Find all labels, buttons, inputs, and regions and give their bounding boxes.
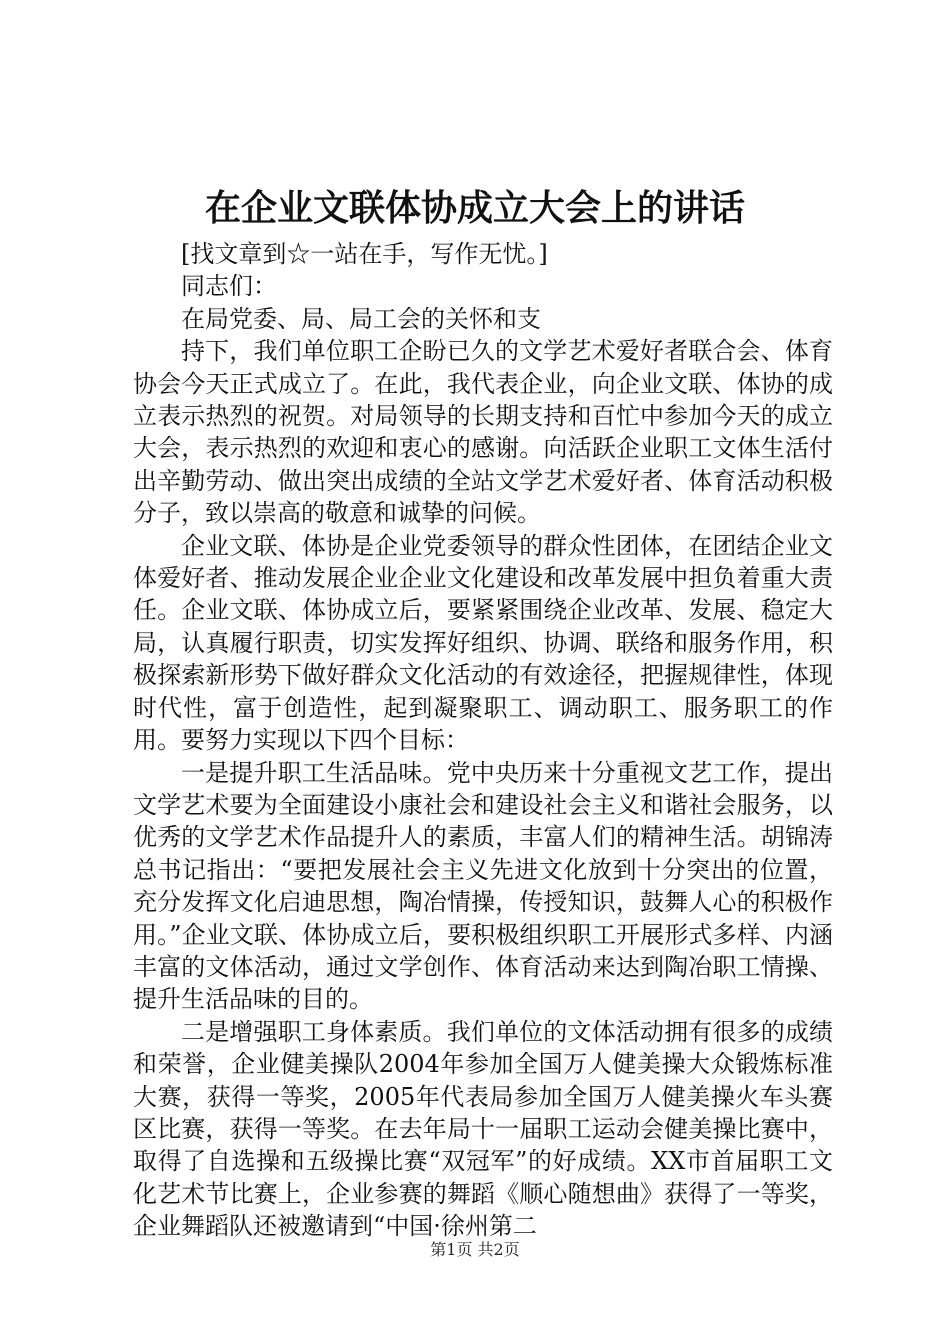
paragraph: 二是增强职工身体素质。我们单位的文体活动拥有很多的成绩和荣誉，企业健美操队2004年参加全国万人健美操大众锻炼标准大赛，获得一等奖，2005年代表局参加全国万人健美操火车头赛区比赛，获得一等奖。在去年局十一届职工运动会健美操比赛中，取得了自选操和五级操比赛“双冠军”的好成绩。XX市首届职工文化艺术节比赛上，企业参赛的舞蹈《顺心随想曲》获得了一等奖，企业舞蹈队还被邀请到“中国·徐州第二 <box>133 1017 833 1241</box>
paragraph: 持下，我们单位职工企盼已久的文学艺术爱好者联合会、体育协会今天正式成立了。在此，我代表企业，向企业文联、体协的成立表示热烈的祝贺。对局领导的长期支持和百忙中参加今天的成立大会，表示热烈的欢迎和衷心的感谢。向活跃企业职工文体生活付出辛勤劳动、做出突出成绩的全站文学艺术爱好者、体育活动积极分子，致以崇高的敬意和诚挚的问候。 <box>133 337 833 528</box>
paragraph: 企业文联、体协是企业党委领导的群众性团体，在团结企业文体爱好者、推动发展企业企业文化建设和改革发展中担负着重大责任。企业文联、体协成立后，要紧紧围绕企业改革、发展、稳定大局，认真履行职责，切实发挥好组织、协调、联络和服务作用，积极探索新形势下做好群众文化活动的有效途径，把握规律性，体现时代性，富于创造性，起到凝聚职工、调动职工、服务职工的作用。要努力实现以下四个目标： <box>133 531 833 755</box>
document-body <box>133 238 833 1243</box>
paragraph: 在局党委、局、局工会的关怀和支 <box>181 304 541 333</box>
document-title: 在企业文联体协成立大会上的讲话 <box>204 187 745 229</box>
page-footer: 第1页 共2页 <box>430 1240 520 1259</box>
source-note: [找文章到☆一站在手，写作无忧。] <box>181 240 548 268</box>
salutation: 同志们： <box>181 272 277 301</box>
paragraph: 一是提升职工生活品味。党中央历来十分重视文艺工作，提出文学艺术要为全面建设小康社会和建设社会主义和谐社会服务，以优秀的文学艺术作品提升人的素质，丰富人们的精神生活。胡锦涛总书记指出：“要把发展社会主义先进文化放到十分突出的位置，充分发挥文化启迪思想，陶冶情操，传授知识，鼓舞人心的积极作用。”企业文联、体协成立后，要积极组织职工开展形式多样、内涵丰富的文体活动，通过文学创作、体育活动来达到陶冶职工情操、提升生活品味的目的。 <box>133 758 833 1014</box>
